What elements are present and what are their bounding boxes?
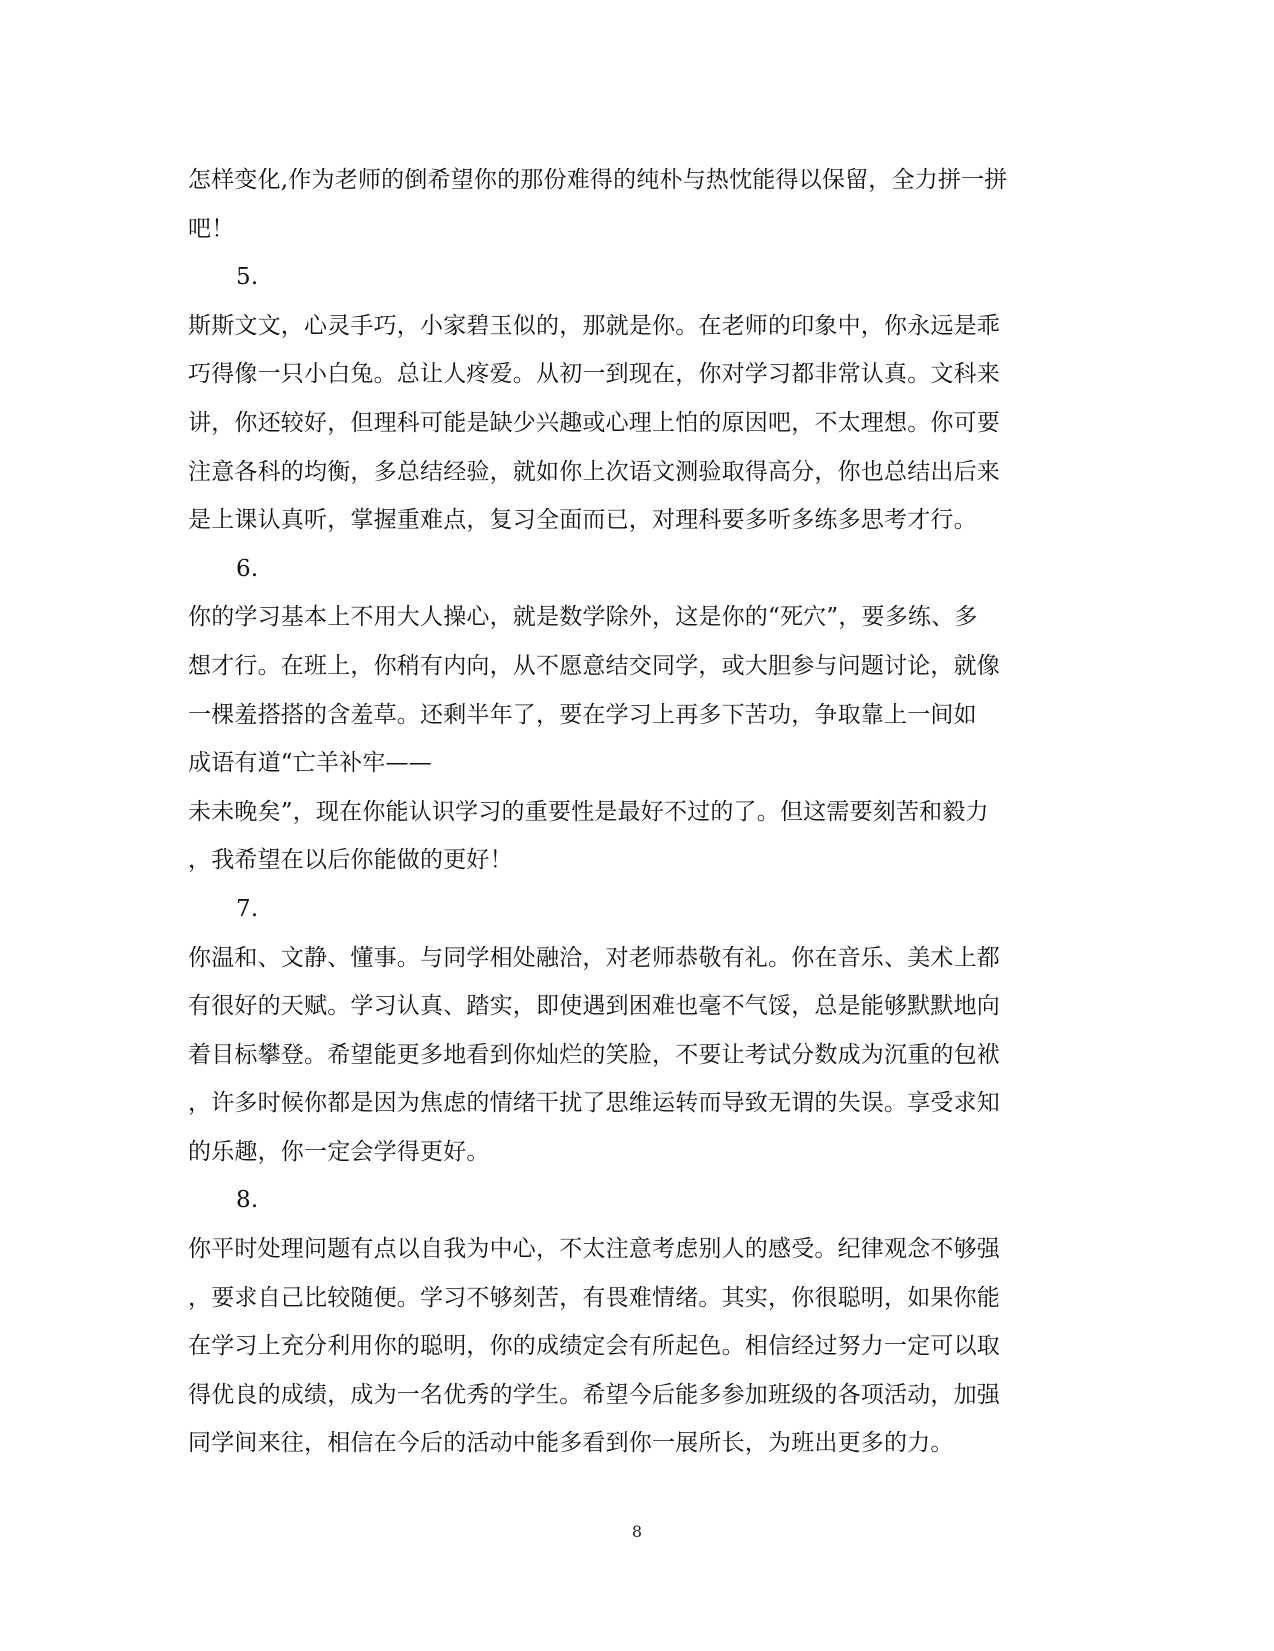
text-line: 你的学习基本上不用大人操心，就是数学除外，这是你的“死穴”，要多练、多 bbox=[188, 604, 978, 631]
text-line: 着目标攀登。希望能更多地看到你灿烂的笑脸，不要让考试分数成为沉重的包袱 bbox=[188, 1041, 1000, 1068]
body-text bbox=[188, 156, 1088, 1468]
text-line: 斯斯文文，心灵手巧，小家碧玉似的，那就是你。在老师的印象中，你永远是乖 bbox=[188, 312, 1000, 339]
text-line: 有很好的天赋。学习认真、踏实，即使遇到困难也毫不气馁，总是能够默默地向 bbox=[188, 993, 1000, 1020]
item-number: 8. bbox=[236, 1187, 259, 1214]
text-line: 你平时处理问题有点以自我为中心，不太注意考虑别人的感受。纪律观念不够强 bbox=[188, 1236, 1000, 1263]
page-number: 8 bbox=[631, 1522, 643, 1541]
text-line: ，我希望在以后你能做的更好！ bbox=[188, 847, 513, 874]
item-number: 5. bbox=[236, 264, 259, 291]
text-line: 想才行。在班上，你稍有内向，从不愿意结交同学，或大胆参与问题讨论，就像 bbox=[188, 652, 1000, 679]
text-line: 的乐趣，你一定会学得更好。 bbox=[188, 1138, 490, 1165]
item-number: 6. bbox=[236, 555, 259, 582]
text-line: 是上课认真听，掌握重难点，复习全面而已，对理科要多听多练多思考才行。 bbox=[188, 507, 977, 534]
text-line: 得优良的成绩，成为一名优秀的学生。希望今后能多参加班级的各项活动，加强 bbox=[188, 1381, 1000, 1408]
text-line: 你温和、文静、懂事。与同学相处融洽，对老师恭敬有礼。你在音乐、美术上都 bbox=[188, 944, 1000, 971]
text-line: 一棵羞搭搭的含羞草。还剩半年了，要在学习上再多下苦功，争取靠上一间如 bbox=[188, 701, 977, 728]
text-line: 在学习上充分利用你的聪明，你的成绩定会有所起色。相信经过努力一定可以取 bbox=[188, 1333, 1000, 1360]
text-line: ，许多时候你都是因为焦虑的情绪干扰了思维运转而导致无谓的失误。享受求知 bbox=[188, 1090, 1000, 1117]
text-line: 同学间来往，相信在今后的活动中能多看到你一展所长，为班出更多的力。 bbox=[188, 1430, 954, 1457]
text-line: 吧！ bbox=[188, 215, 235, 242]
text-line: 讲，你还较好，但理科可能是缺少兴趣或心理上怕的原因吧，不太理想。你可要 bbox=[188, 409, 1000, 436]
text-line: 巧得像一只小白兔。总让人疼爱。从初一到现在，你对学习都非常认真。文科来 bbox=[188, 361, 1000, 388]
text-line: 成语有道“亡羊补牢—— bbox=[188, 750, 432, 777]
text-line: 注意各科的均衡，多总结经验，就如你上次语文测验取得高分，你也总结出后来 bbox=[188, 458, 1000, 485]
text-line: 未未晚矣”，现在你能认识学习的重要性是最好不过的了。但这需要刻苦和毅力 bbox=[188, 798, 989, 825]
text-line: ，要求自己比较随便。学习不够刻苦，有畏难情绪。其实，你很聪明，如果你能 bbox=[188, 1284, 1000, 1311]
item-number: 7. bbox=[236, 895, 259, 922]
text-line: 怎样变化,作为老师的倒希望你的那份难得的纯朴与热忱能得以保留，全力拼一拼 bbox=[188, 167, 1008, 193]
